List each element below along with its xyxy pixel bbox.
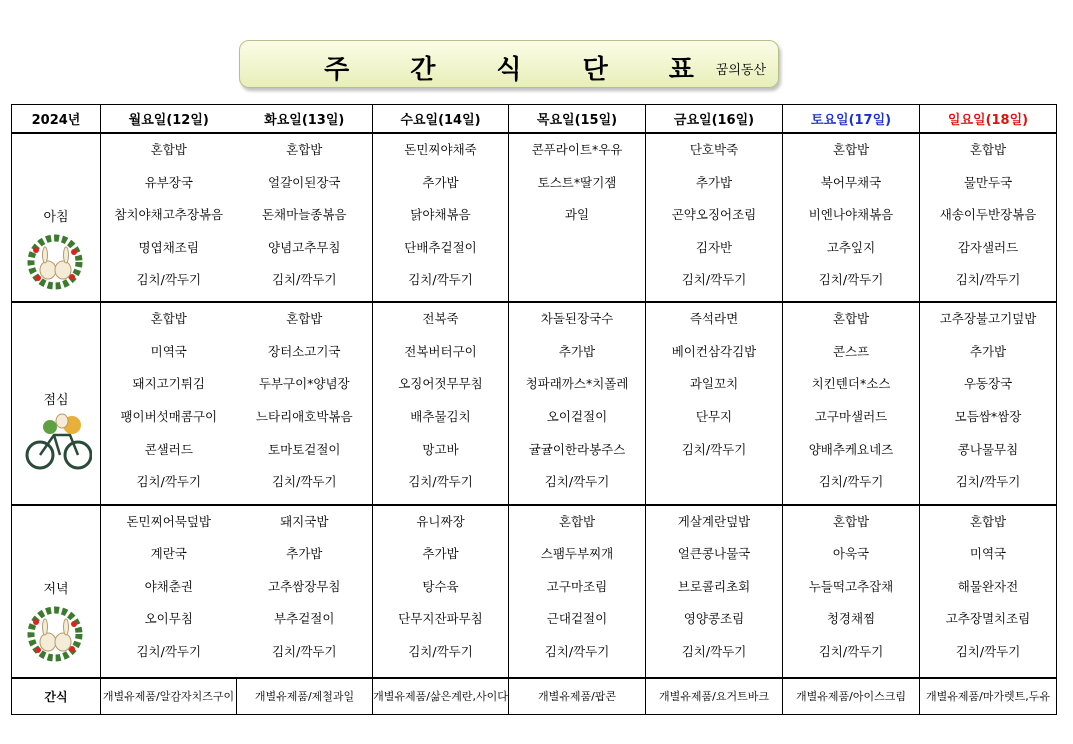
snack-fri: 개별유제품/요거트바크 — [646, 678, 783, 715]
dinner-thu-list — [509, 506, 645, 669]
menu-item: 혼합밥 — [832, 142, 870, 158]
menu-item: 북어무채국 — [820, 174, 882, 190]
header-row — [12, 105, 1057, 134]
menu-item: 혼합밥 — [286, 311, 323, 327]
breakfast-sat — [783, 133, 920, 302]
menu-item: 김치/깍두기 — [955, 272, 1021, 288]
menu-item: 돈채마늘종볶음 — [261, 207, 347, 223]
breakfast-row — [12, 133, 1057, 302]
menu-item: 곤약오징어조림 — [671, 207, 757, 223]
title-banner — [239, 40, 779, 88]
lunch-row — [12, 302, 1057, 504]
menu-item: 유니짜장 — [416, 513, 465, 529]
dinner-thu — [509, 505, 646, 678]
menu-item: 김치/깍두기 — [408, 474, 473, 490]
dinner-fri-list — [646, 506, 782, 669]
menu-item: 혼합밥 — [286, 142, 323, 158]
dinner-sat — [783, 505, 920, 678]
lunch-tue-list — [237, 303, 373, 499]
breakfast-fri-list — [646, 134, 782, 297]
wreath-bunny-icon — [24, 602, 86, 666]
dinner-mon-list — [101, 506, 237, 669]
menu-item: 망고바 — [422, 441, 459, 457]
menu-item: 얼갈이된장국 — [268, 174, 341, 190]
snack-tue: 개별유제품/제철과일 — [237, 678, 373, 715]
menu-item: 닭야채볶음 — [410, 207, 471, 223]
snack-sun: 개별유제품/마가렛트,두유 — [920, 678, 1057, 715]
wreath-bunny-icon — [24, 230, 86, 294]
menu-item: 과일꼬치 — [689, 376, 739, 392]
menu-item: 추가밥 — [422, 174, 459, 190]
dinner-mon — [101, 505, 237, 678]
menu-item: 추가밥 — [422, 546, 459, 562]
menu-item: 혼합밥 — [832, 513, 870, 529]
breakfast-thu-list — [509, 134, 645, 232]
dinner-wed-list — [373, 506, 508, 669]
menu-item: 김치/깍두기 — [408, 644, 473, 659]
dinner-fri — [646, 505, 783, 678]
menu-item: 모듬쌈*쌈장 — [954, 409, 1022, 425]
lunch-sun-list — [920, 303, 1056, 499]
snack-sat: 개별유제품/아이스크림 — [783, 678, 920, 715]
menu-item: 단무지잔파무침 — [398, 611, 483, 627]
menu-item: 김치/깍두기 — [136, 474, 202, 490]
menu-item: 청파래까스*치폴레 — [525, 376, 629, 392]
menu-item: 오이무침 — [144, 611, 193, 627]
meal-label-breakfast: 아침 — [43, 210, 69, 226]
menu-item: 콘샐러드 — [144, 441, 193, 457]
breakfast-sun-list — [920, 134, 1056, 297]
menu-item: 팽이버섯매콤구이 — [120, 409, 218, 425]
menu-item: 김치/깍두기 — [681, 644, 747, 659]
menu-item: 토마토겉절이 — [268, 441, 341, 457]
breakfast-mon — [101, 133, 237, 302]
lunch-mon-list — [101, 303, 237, 499]
breakfast-fri — [646, 133, 783, 302]
lunch-label-cell — [12, 302, 101, 504]
day-header-wed: 수요일(14일) — [373, 105, 509, 134]
menu-item: 비엔나야채볶음 — [808, 207, 894, 223]
menu-item: 혼합밥 — [558, 513, 596, 529]
meal-label-lunch: 점심 — [43, 393, 69, 409]
menu-item: 김치/깍두기 — [544, 474, 610, 490]
day-header-thu: 목요일(15일) — [509, 105, 646, 134]
menu-item: 김치/깍두기 — [408, 272, 473, 288]
menu-item: 단호박죽 — [689, 142, 739, 158]
menu-item: 고추쌈장무침 — [268, 578, 341, 594]
breakfast-thu — [509, 133, 646, 302]
lunch-wed-list — [373, 303, 508, 499]
meal-label-dinner: 저녁 — [43, 581, 69, 597]
menu-item: 탕수육 — [422, 578, 459, 594]
menu-item: 베이컨삼각김밥 — [671, 343, 757, 359]
menu-item: 오이겉절이 — [546, 409, 608, 425]
menu-item: 새송이두반장볶음 — [939, 207, 1037, 223]
menu-item: 부추겉절이 — [274, 611, 335, 627]
menu-item: 토스트*딸기잼 — [537, 174, 617, 190]
dinner-tue — [237, 505, 373, 678]
breakfast-tue-list — [237, 134, 373, 297]
menu-item: 추가밥 — [286, 546, 323, 562]
dinner-wed — [373, 505, 509, 678]
menu-item: 고추장불고기덮밥 — [939, 311, 1037, 327]
dinner-sun-list — [920, 506, 1056, 669]
menu-item: 게살계란덮밥 — [677, 513, 751, 529]
menu-item: 즉석라면 — [689, 311, 739, 327]
dinner-label-cell — [12, 505, 101, 678]
menu-item: 돼지고기튀김 — [132, 376, 205, 392]
menu-item: 물만두국 — [963, 174, 1013, 190]
menu-item: 오징어젓무무침 — [398, 376, 483, 392]
institution-name: 꿈의동산 — [715, 63, 766, 78]
menu-item: 양배추케요네즈 — [808, 441, 894, 457]
menu-item: 김치/깍두기 — [681, 441, 747, 457]
menu-item: 김치/깍두기 — [544, 644, 610, 659]
menu-item: 콘푸라이트*우유 — [531, 142, 623, 158]
menu-item: 김치/깍두기 — [271, 272, 337, 288]
breakfast-wed — [373, 133, 509, 302]
breakfast-label-cell — [12, 133, 101, 302]
menu-item: 추가밥 — [695, 174, 733, 190]
menu-item: 계란국 — [150, 546, 187, 562]
menu-item: 단무지 — [695, 409, 733, 425]
menu-item: 양념고추무침 — [268, 239, 341, 255]
menu-item: 김치/깍두기 — [681, 272, 747, 288]
menu-item: 혼합밥 — [150, 142, 187, 158]
menu-item: 미역국 — [150, 343, 187, 359]
menu-item: 야채춘권 — [144, 578, 193, 594]
day-header-sat: 토요일(17일) — [783, 105, 920, 134]
menu-item: 김치/깍두기 — [955, 474, 1021, 490]
menu-item: 돼지국밥 — [280, 513, 329, 529]
menu-item: 추가밥 — [969, 343, 1007, 359]
breakfast-mon-list — [101, 134, 237, 297]
menu-item: 장터소고기국 — [268, 343, 341, 359]
lunch-mon — [101, 302, 237, 504]
menu-item: 김치/깍두기 — [271, 644, 337, 659]
breakfast-sat-list — [783, 134, 919, 297]
dinner-sat-list — [783, 506, 919, 669]
lunch-thu — [509, 302, 646, 504]
menu-item: 감자샐러드 — [957, 239, 1019, 255]
menu-item: 돈민찌어묵덮밥 — [126, 513, 212, 529]
menu-item: 김치/깍두기 — [136, 272, 202, 288]
menu-item: 전복버터구이 — [404, 343, 477, 359]
weekly-menu-table — [11, 104, 1057, 715]
menu-item: 고추잎지 — [826, 239, 876, 255]
menu-item: 참치야채고추장볶음 — [114, 207, 224, 223]
menu-item: 전복죽 — [422, 311, 459, 327]
dinner-tue-list — [237, 506, 373, 669]
snack-row — [12, 678, 1057, 715]
dinner-row — [12, 505, 1057, 678]
day-header-tue: 화요일(13일) — [237, 105, 373, 134]
menu-item: 단배추겉절이 — [404, 239, 477, 255]
menu-item: 치킨텐더*소스 — [811, 376, 891, 392]
menu-item: 고구마조림 — [546, 578, 608, 594]
lunch-fri-list — [646, 303, 782, 466]
meal-label-snack: 간식 — [12, 678, 101, 715]
lunch-wed — [373, 302, 509, 504]
breakfast-sun — [920, 133, 1057, 302]
menu-item: 고추장멸치조림 — [945, 611, 1031, 627]
lunch-tue — [237, 302, 373, 504]
dinner-sun — [920, 505, 1057, 678]
menu-item: 배추물김치 — [410, 409, 471, 425]
lunch-sat — [783, 302, 920, 504]
breakfast-wed-list — [373, 134, 508, 297]
day-header-sun: 일요일(18일) — [920, 105, 1057, 134]
page-title: 주 간 식 단 표 — [324, 55, 720, 85]
menu-item: 김자반 — [695, 239, 733, 255]
menu-item: 김치/깍두기 — [818, 272, 884, 288]
menu-item: 영양콩조림 — [683, 611, 745, 627]
menu-item: 콩나물무침 — [957, 441, 1019, 457]
menu-item: 김치/깍두기 — [136, 644, 202, 659]
menu-item: 고구마샐러드 — [814, 409, 888, 425]
menu-item: 명엽채조림 — [138, 239, 199, 255]
menu-item: 청경채찜 — [826, 611, 876, 627]
menu-item: 두부구이*양념장 — [258, 376, 350, 392]
menu-item: 혼합밥 — [150, 311, 187, 327]
menu-item: 해물완자전 — [957, 578, 1019, 594]
breakfast-tue — [237, 133, 373, 302]
menu-item: 누들떡고추잡채 — [808, 578, 894, 594]
menu-item: 브로콜리초회 — [677, 578, 751, 594]
menu-item: 차돌된장국수 — [540, 311, 614, 327]
snack-wed: 개별유제품/삶은계란,사이다 — [373, 678, 509, 715]
menu-item: 김치/깍두기 — [818, 644, 884, 659]
lunch-thu-list — [509, 303, 645, 499]
snack-mon: 개별유제품/알감자치즈구이 — [101, 678, 237, 715]
menu-item: 스팸두부찌개 — [540, 546, 614, 562]
menu-item: 근대겉절이 — [546, 611, 608, 627]
lunch-fri — [646, 302, 783, 504]
menu-item: 추가밥 — [558, 343, 596, 359]
menu-item: 느타리애호박볶음 — [255, 409, 353, 425]
menu-item: 귤귤이한라봉주스 — [528, 441, 626, 457]
menu-item: 김치/깍두기 — [271, 474, 337, 490]
year-cell: 2024년 — [12, 105, 101, 134]
menu-item: 얼큰콩나물국 — [677, 546, 751, 562]
menu-item: 김치/깍두기 — [818, 474, 884, 490]
menu-item: 김치/깍두기 — [955, 644, 1021, 659]
lunch-sun — [920, 302, 1057, 504]
menu-item: 혼합밥 — [969, 142, 1007, 158]
snack-thu: 개별유제품/팝콘 — [509, 678, 646, 715]
day-header-mon: 월요일(12일) — [101, 105, 237, 134]
menu-item: 돈민찌야채죽 — [404, 142, 477, 158]
lunch-sat-list — [783, 303, 919, 499]
day-header-fri: 금요일(16일) — [646, 105, 783, 134]
menu-item: 혼합밥 — [969, 513, 1007, 529]
menu-item: 아욱국 — [832, 546, 870, 562]
menu-item: 유부장국 — [144, 174, 193, 190]
menu-item: 콘스프 — [832, 343, 870, 359]
bicycle-bunny-icon — [24, 411, 92, 473]
menu-item: 우동장국 — [963, 376, 1013, 392]
menu-item: 미역국 — [969, 546, 1007, 562]
menu-item: 혼합밥 — [832, 311, 870, 327]
menu-item: 과일 — [564, 207, 590, 223]
